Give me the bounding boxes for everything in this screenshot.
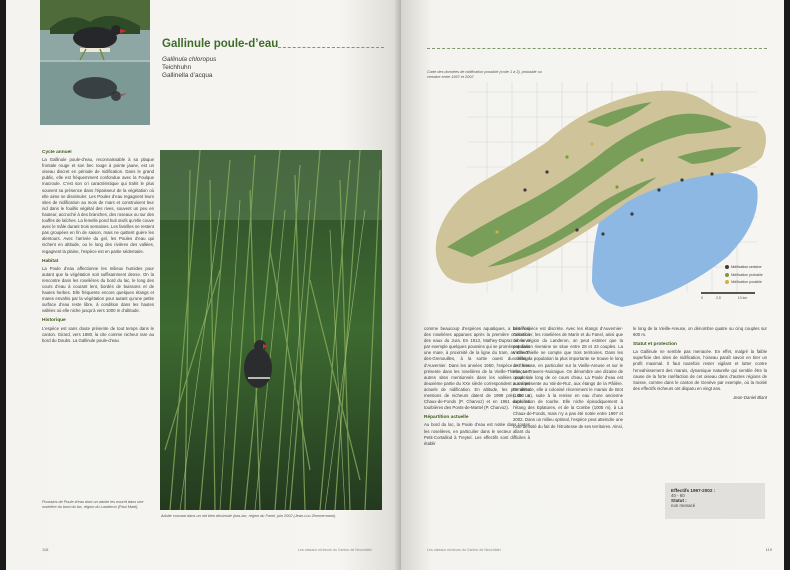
section-text: L’espèce est sans doute présente de tout temps dans le canton. Girard, vers 1880, la cite comme nicheur rare au bord du Doubs. La Gallinule poule-d’eau — [42, 325, 154, 343]
legend-item-probable: Nidification probable — [725, 272, 763, 280]
right-text-column-2 — [633, 326, 767, 476]
info-label: Effectifs 1997-2002 : — [671, 488, 716, 493]
title-rule — [278, 47, 384, 48]
scale-bar — [701, 292, 755, 294]
body-text: Au bord du lac, la Poule d’eau est notée dans toutes les roselières, en particulier dans le secteur allant du Petit-Cortaillod à Treytel. Les effectifs sont difficiles à établir — [424, 422, 530, 446]
map-legend — [725, 264, 763, 287]
body-text: le long de la Vieille-Areuse, on dénombre quatre ou cinq couples sur 600 m. — [633, 326, 767, 338]
body-text: La Gallinule ne semble pas menacée. En effet, malgré la faible superficie des sites de nidification, l’oiseau paraît savoir en tirer un profit maximal. Il faut toutefois rester vigilant et lutter contre l’envahissement des marais, dynamique naturelle qui semble être la cause de la forte raréfaction de cet oiseau dans d’autres régions de Suisse, comme dans le canton de Genève par exemple, où la moitié des effectifs nicheurs ont disparu en vingt ans. — [633, 349, 767, 391]
photo-caption: Adulte couvant dans un nid bien dissimulé (bas-lac, région du Fanel, juin 2002 (Jean-Lou Zimmermann) — [161, 514, 336, 518]
body-text: tant l’espèce est discrète. Avec les étangs d’Auvernier-Colombier, les roselières de Marin et du Fanel, ainsi que de la région du Landeron, on peut estimer que la population riveraine se situe entre 28 et 43 couples. La Vieille-Thielle ne compte que trois territoires. Dans les vallées, la population la plus importante se trouve le long de l’Areuse, en particulier sur la Vieille-Areuse et sur le tronçon Travers–Noiraigue. On dénombre une dizaine de couples le long de ce cours d’eau. La Poule d’eau est aussi présente au Val-de-Ruz, aux étangs de la Pâlière. En altitude, elle a colonisé récemment le marais de Brot (1000 m), suite à la remise en eau d’une ancienne exploitation de tourbe. Elle niche épisodiquement à l’étang des Eplatures, et de la Combe (1005 m), à La Chaux-de-Fonds, mais n’y a pas été notée entre 1997 et 2002. Dans un milieu optimal, l’espèce peut atteindre une forte densité du fait de l’étroitesse de ses territoires. Ainsi, — [513, 326, 623, 429]
species-names — [162, 56, 216, 80]
map-caption: Carte des données de nidification possible (code 1 à 3), probable ou certaine entre 1997 et 2002 — [427, 70, 542, 79]
green-dot-icon — [725, 273, 729, 277]
reed-nest-photo — [160, 150, 382, 510]
info-value: non menacé — [671, 503, 696, 508]
moorhen-reflection-photo — [40, 0, 150, 125]
section-text: La Poule d’eau affectionne les milieux humides pour autant que la végétation soit suffisamment dense. On la rencontre dans les roselières du bord du lac, le long des cours d’eau à courant lent, bordés de buissons et de hautes herbes. Elle fréquente encore quelques étangs et mares envahis par la végétation pour autant qu’une petite surface d’eau reste libre, à condition dans les hautes vallées où elle niche jusqu’à vers 1000 m d’altitude. — [42, 265, 154, 314]
photo-caption: Poussins de Poule-d’eau dont un adulte les nourrit dans une roselière du bord du lac, région du Landeron (Paul Marti). — [42, 500, 144, 509]
italian-name: Gallinella d’acqua — [162, 72, 213, 79]
yellow-dot-icon — [725, 280, 729, 284]
species-title: Gallinule poule-d’eau — [162, 38, 279, 50]
left-page — [6, 0, 401, 570]
section-text: La Gallinule poule-d’eau, reconnaissable à sa plaque frontale rouge et son bec rouge à pointe jaune, est un oiseau discret en période de nidification. Dans le grand public, elle est fréquemment confondue avec la Foulque macroule. C’est son cri caractéristique qui trahit le plus souvent sa présence dans l’épaisseur de la végétation où elle aime se dissimuler. Les Poules d’eau regagnent leurs sites de nidification au mois de mars et construisent leur nid dans le fouillis végétal des rives, souvent un peu en hauteur, accroché à des branches, des roseaux ou sur des touffes de laîches. La femelle pond huit œufs qu’elle couve avec le mâle durant trois semaines. Les familles ne restent pas groupées en fin de saison, mais ne quittent guère les alentours. Avec l’arrivée du gel, les Poules d’eau qui nichent en altitude, ou le long des rivières des vallées, regagnent la plaine, l’espèce est en partie sédentaire. — [42, 157, 154, 254]
running-footer: Les oiseaux nicheurs du Canton de Neuchâtel — [298, 548, 372, 552]
latin-name: Gallinula chloropus — [162, 56, 217, 63]
german-name: Teichhuhn — [162, 64, 192, 71]
population-info-box — [665, 483, 765, 519]
section-heading: Répartition actuelle — [424, 415, 469, 421]
section-heading: Statut et protection — [633, 342, 677, 348]
legend-item-possible: Nidification possible — [725, 279, 763, 287]
section-heading: Historique — [42, 318, 66, 324]
info-value: 40 - 60 — [671, 493, 685, 498]
page-number: 118 — [42, 547, 49, 552]
legend-item-certain: Nidification certaine — [725, 264, 763, 272]
page-number: 119 — [765, 547, 772, 552]
map-scale: 0 2,5 10 km — [701, 292, 755, 300]
body-text: comme beaucoup d’espèces aquatiques, a bénéficié des roselières apparues après la première correction des eaux du Jura. En 1913, Mathey-Dupraz observe par exemple quelques poussins qui se promènent dans une mare, à proximité de la ligne du tram, au Creux-des-Grenouilles, à la sortie ouest du village d’Auvernier. Dans les années 1950, l’espèce est bien présente dans les roselières de la Vieille-Thielle. Les autres sites mentionnés dans les vallées pour la deuxième partie du XXe siècle correspondent aux sites actuels de nidification. En altitude, les premières mentions de nicheurs datent de 1999 près de La Chaux-de-Fonds (P. Charvoz) et en 1961 dans les tourbières des Ponts-de-Martel (P. Charvoz). — [424, 326, 530, 411]
title-rule — [427, 48, 767, 49]
author-signature: Jean-Daniel Blant — [733, 394, 767, 400]
book-spread — [6, 0, 784, 570]
section-heading: Habitat — [42, 258, 59, 264]
section-heading: Cycle annuel — [42, 150, 72, 155]
black-dot-icon — [725, 265, 729, 269]
left-text-column — [42, 150, 154, 495]
info-label: Statut : — [671, 498, 687, 503]
running-footer: Les oiseaux nicheurs du Canton de Neuchâtel — [427, 548, 501, 552]
left-column-continued — [424, 326, 530, 526]
